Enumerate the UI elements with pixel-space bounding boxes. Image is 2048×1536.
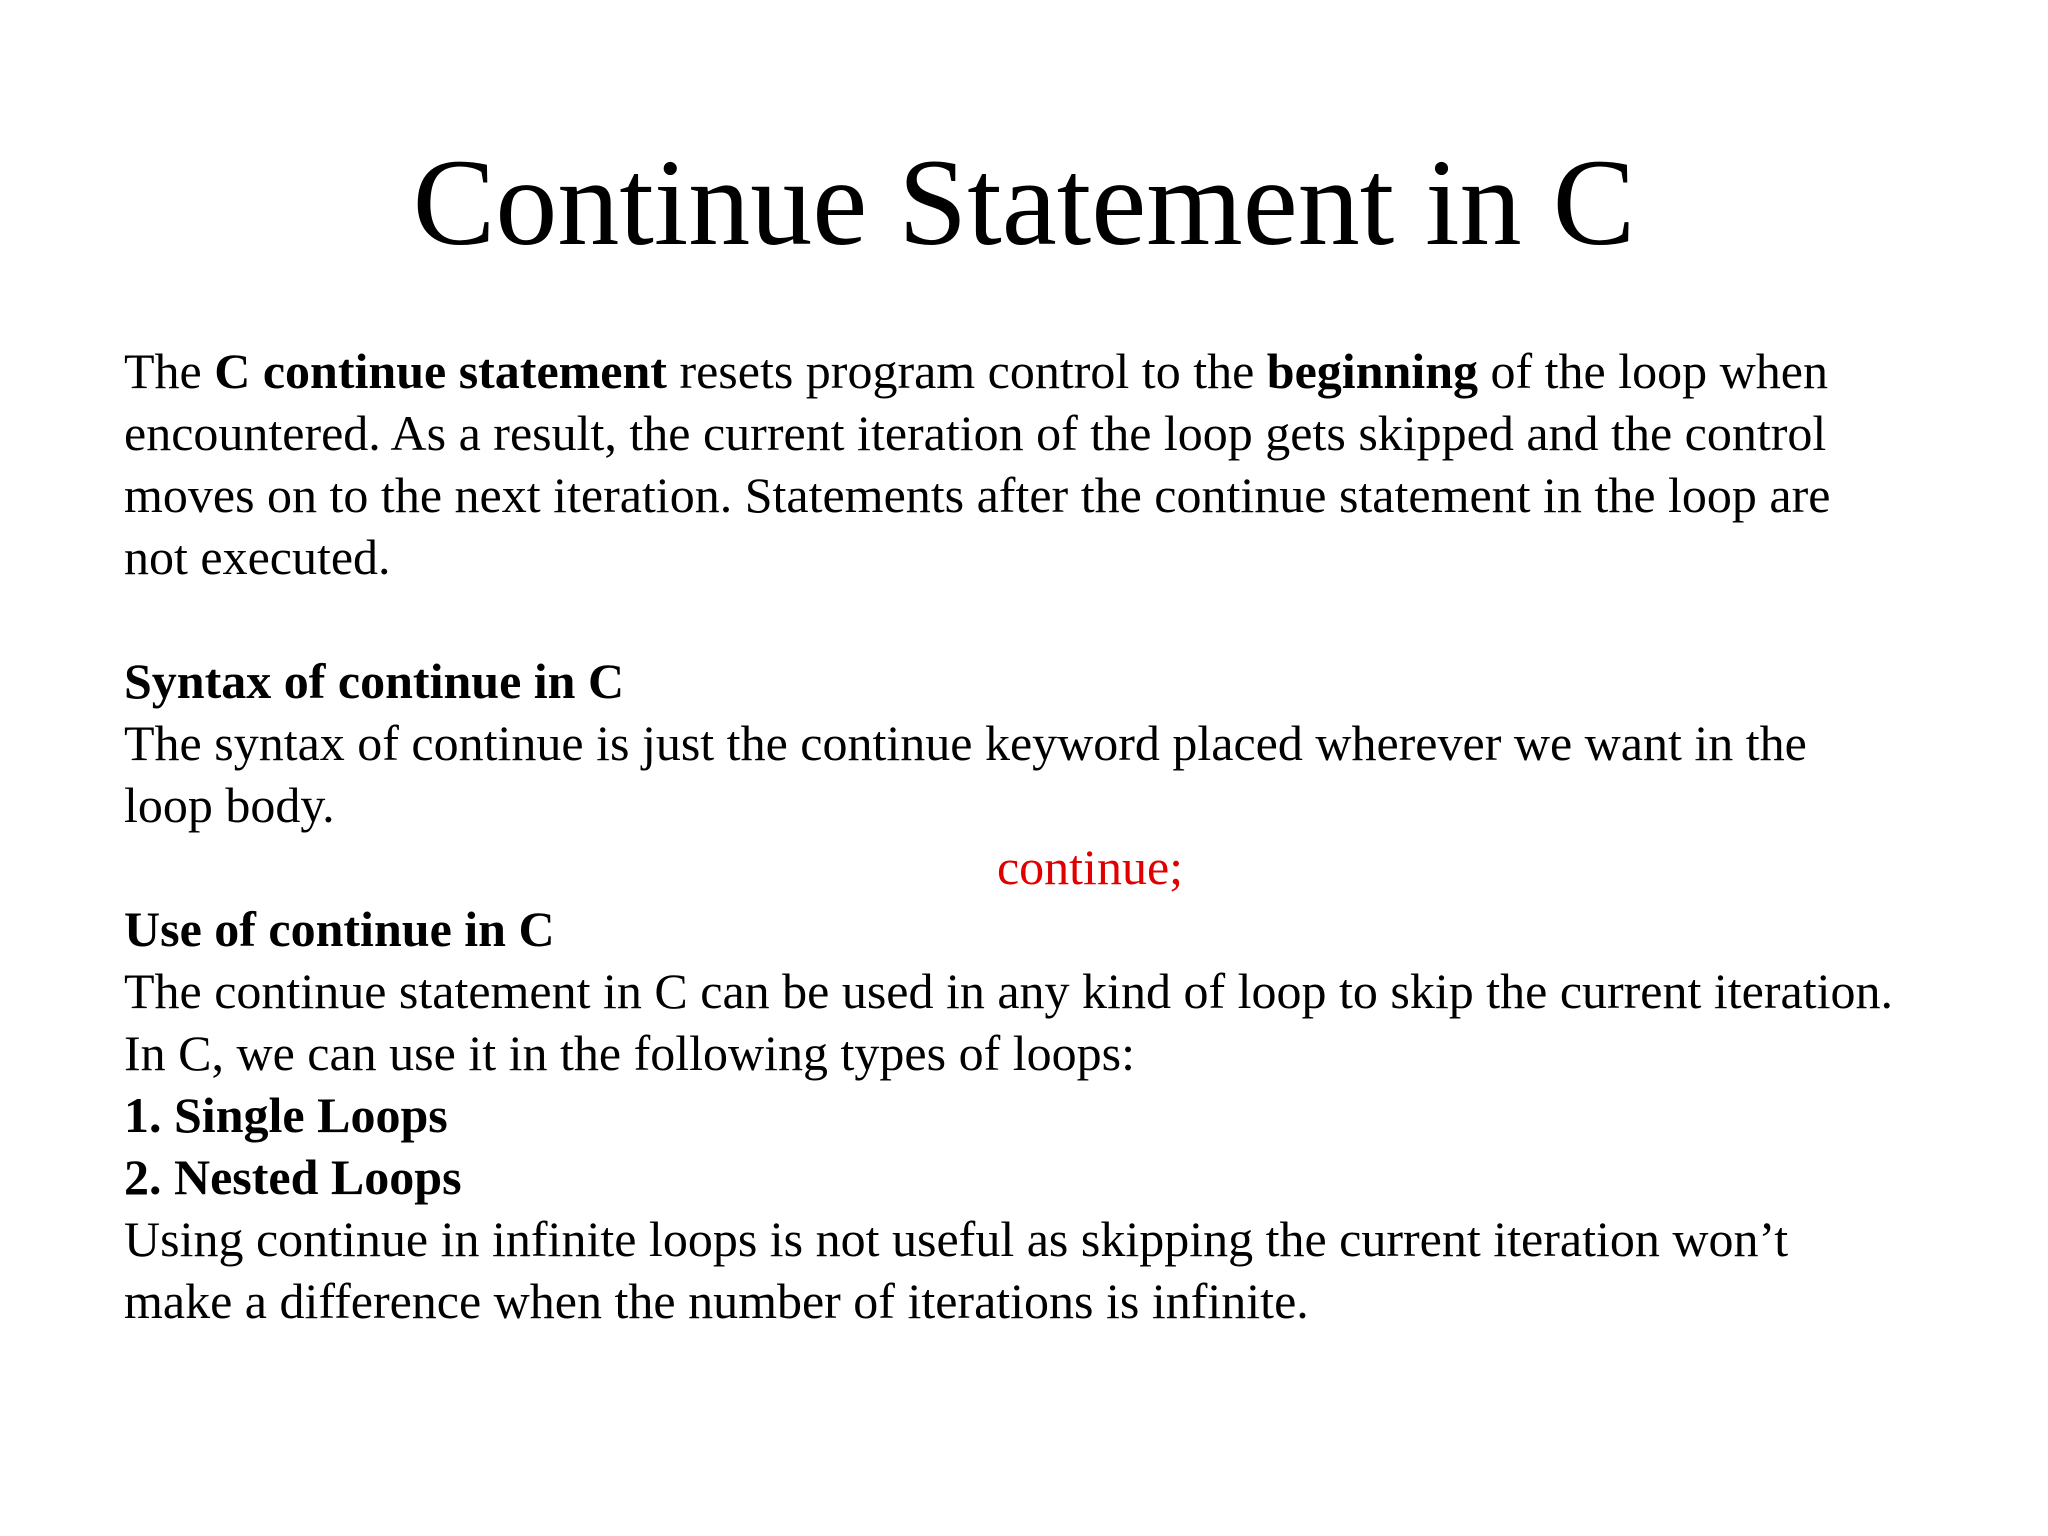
intro-line-4: not executed. (124, 529, 391, 585)
intro-text: resets program control to the (666, 343, 1267, 399)
use-line-2: In C, we can use it in the following types of loops: (124, 1025, 1135, 1081)
intro-text: The (124, 343, 215, 399)
use-line-1: The continue statement in C can be used in any kind of loop to skip the current iteration. (124, 963, 1893, 1019)
syntax-heading: Syntax of continue in C (124, 653, 625, 709)
use-heading: Use of continue in C (124, 901, 555, 957)
syntax-line-2: loop body. (124, 777, 335, 833)
intro-bold-term: C continue statement (214, 343, 667, 399)
spacer (124, 588, 1964, 650)
intro-line-2: encountered. As a result, the current iteration of the loop gets skipped and the control (124, 405, 1827, 461)
code-example: continue; (996, 839, 1184, 895)
use-line-3: Using continue in infinite loops is not useful as skipping the current iteration won’t (124, 1211, 1789, 1267)
intro-line-3: moves on to the next iteration. Statements after the continue statement in the loop are (124, 467, 1831, 523)
intro-bold-word: beginning (1266, 343, 1479, 399)
code-example-row (124, 836, 1964, 898)
use-line-4: make a difference when the number of iterations is infinite. (124, 1273, 1309, 1329)
intro-text: of the loop when (1478, 343, 1828, 399)
slide-title: Continue Statement in C (412, 134, 1636, 271)
slide-body (124, 340, 1964, 1332)
syntax-line-1: The syntax of continue is just the continue keyword placed wherever we want in the (124, 715, 1807, 771)
intro-line-1 (124, 340, 1964, 402)
list-item-single-loops: 1. Single Loops (124, 1087, 448, 1143)
list-item-nested-loops: 2. Nested Loops (124, 1149, 462, 1205)
